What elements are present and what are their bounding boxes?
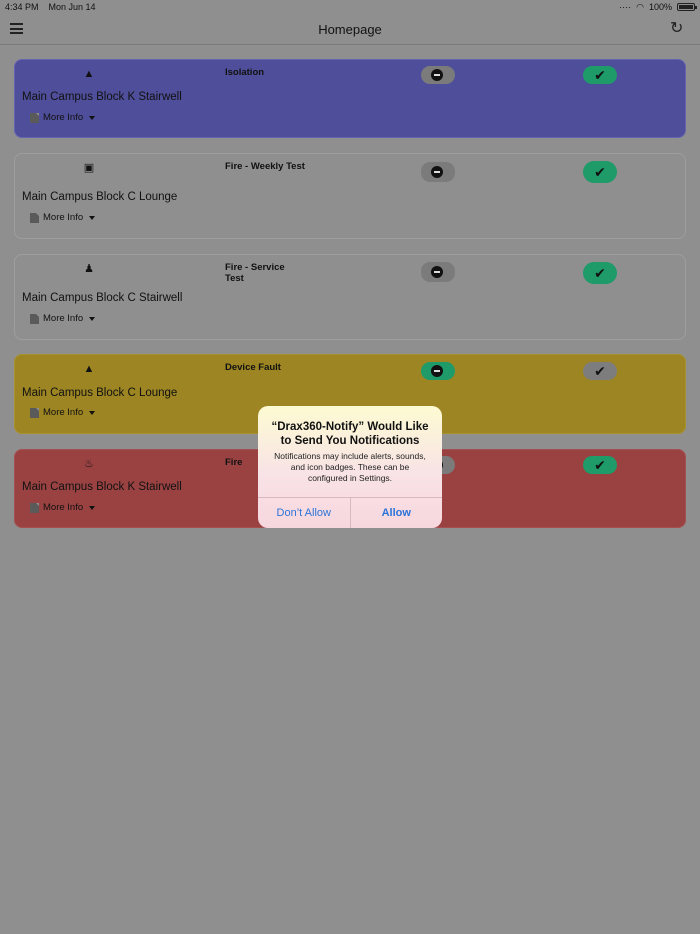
page-title: Homepage — [318, 21, 382, 37]
more-info-dropdown[interactable] — [30, 112, 95, 123]
acknowledge-toggle[interactable]: ✔ — [583, 161, 617, 183]
more-info-label: More Info — [43, 502, 84, 513]
battery-icon — [677, 3, 695, 11]
alarm-location: Main Campus Block K Stairwell — [22, 481, 182, 493]
warning-icon: ▲ — [83, 363, 95, 375]
acknowledge-toggle[interactable]: ✔ — [583, 262, 617, 284]
alarm-location: Main Campus Block C Lounge — [22, 191, 178, 203]
refresh-icon[interactable]: ↻ — [670, 20, 684, 37]
alarm-type: Isolation — [225, 67, 265, 78]
allow-button[interactable]: Allow — [350, 498, 443, 528]
wifi-icon: ◠ — [636, 1, 644, 12]
person-icon: ♟ — [84, 263, 94, 275]
alarm-location: Main Campus Block C Stairwell — [22, 292, 183, 304]
isolate-toggle[interactable] — [421, 262, 455, 282]
caret-down-icon — [89, 317, 95, 321]
more-info-label: More Info — [43, 212, 84, 223]
status-date: Mon Jun 14 — [48, 2, 96, 12]
isolate-toggle[interactable] — [421, 362, 455, 380]
warning-icon: ▲ — [83, 68, 95, 80]
more-info-label: More Info — [43, 407, 84, 418]
acknowledge-toggle[interactable]: ✔ — [583, 362, 617, 380]
isolate-toggle[interactable] — [421, 66, 455, 84]
signal-dots-icon: ···· — [619, 2, 632, 12]
file-icon — [30, 113, 39, 123]
alarm-card[interactable] — [14, 59, 686, 138]
file-icon — [30, 503, 39, 513]
alarm-type: Fire - Service Test — [225, 262, 285, 284]
alarm-card[interactable] — [14, 254, 686, 340]
isolate-toggle[interactable] — [421, 162, 455, 182]
hamburger-menu-icon[interactable] — [10, 23, 23, 34]
fire-icon: ♨ — [84, 458, 94, 470]
caret-down-icon — [89, 506, 95, 510]
more-info-dropdown[interactable] — [30, 313, 95, 324]
status-right — [619, 2, 695, 13]
caret-down-icon — [89, 216, 95, 220]
dialog-buttons — [258, 497, 442, 528]
battery-percent: 100% — [648, 2, 672, 12]
file-icon — [30, 408, 39, 418]
acknowledge-toggle[interactable]: ✔ — [583, 456, 617, 474]
more-info-dropdown[interactable] — [30, 212, 95, 223]
alarm-type: Fire — [225, 457, 243, 468]
caret-down-icon — [89, 116, 95, 120]
alarm-type: Device Fault — [225, 362, 281, 373]
nav-bar — [0, 14, 700, 45]
alarm-type: Fire - Weekly Test — [225, 161, 305, 172]
alarm-card[interactable] — [14, 153, 686, 239]
notification-permission-dialog — [258, 406, 442, 528]
caret-down-icon — [89, 411, 95, 415]
file-icon — [30, 213, 39, 223]
alarm-location: Main Campus Block K Stairwell — [22, 91, 182, 103]
dialog-title: “Drax360-Notify” Would Like to Send You Notifications — [271, 421, 429, 447]
more-info-label: More Info — [43, 313, 84, 324]
more-info-label: More Info — [43, 112, 84, 123]
alarm-location: Main Campus Block C Lounge — [22, 387, 178, 399]
status-time: 4:34 PM — [5, 2, 39, 12]
more-info-dropdown[interactable] — [30, 407, 95, 418]
dont-allow-button[interactable]: Don’t Allow — [276, 507, 331, 519]
file-icon — [30, 314, 39, 324]
more-info-dropdown[interactable] — [30, 502, 95, 513]
calendar-icon: ▣ — [83, 162, 95, 174]
status-bar — [0, 0, 700, 14]
acknowledge-toggle[interactable]: ✔ — [583, 66, 617, 84]
dialog-message: Notifications may include alerts, sounds, and icon badges. These can be configured in Settings. — [274, 451, 426, 483]
